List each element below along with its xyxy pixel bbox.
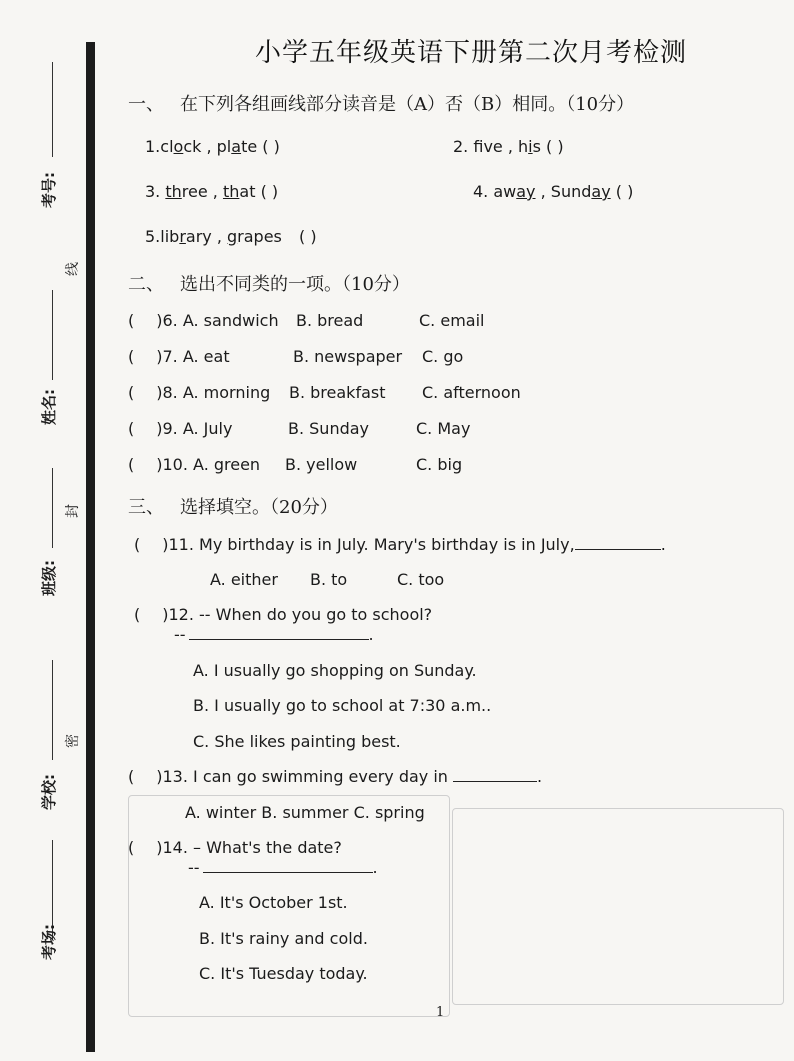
side-word-xian: 线 bbox=[65, 262, 81, 276]
question-7-option-b: B. newspaper bbox=[293, 347, 403, 366]
page-number: 1 bbox=[436, 1005, 445, 1020]
question-7-option-c: C. go bbox=[422, 347, 464, 366]
section-3-heading bbox=[128, 493, 338, 519]
question-13-options: A. winter B. summer C. spring bbox=[185, 803, 425, 822]
question-6: ( )6. A. sandwich bbox=[128, 311, 279, 330]
question-10-option-c: C. big bbox=[416, 455, 463, 474]
section-1-heading bbox=[128, 90, 634, 116]
answer-paren-3[interactable]: ( ) bbox=[260, 182, 279, 201]
side-label-banji: 班级: bbox=[40, 560, 58, 596]
fill-blank-11[interactable] bbox=[575, 535, 661, 550]
section-1-number: 一、 bbox=[128, 94, 164, 115]
question-11-option-c: C. too bbox=[397, 570, 445, 589]
section-3-number: 三、 bbox=[128, 497, 164, 518]
side-label-xuexiao: 学校: bbox=[40, 774, 58, 810]
fill-blank-14[interactable] bbox=[203, 858, 373, 873]
side-label-kaohao: 考号: bbox=[40, 172, 58, 208]
side-word-mi: 密 bbox=[65, 734, 81, 748]
section-2-heading bbox=[128, 270, 410, 296]
section-3-title: 选择填空。（20分） bbox=[180, 497, 338, 518]
question-12-option-c: C. She likes painting best. bbox=[193, 732, 401, 751]
answer-paren-4[interactable]: ( ) bbox=[615, 182, 634, 201]
side-word-feng: 封 bbox=[65, 504, 81, 518]
question-11: ( )11. My birthday is in July. Mary's birthday is in July, . bbox=[134, 535, 666, 554]
side-label-xingming: 姓名: bbox=[40, 389, 58, 425]
question-9-option-c: C. May bbox=[416, 419, 471, 438]
question-8: ( )8. A. morning bbox=[128, 383, 271, 402]
side-line-banji bbox=[52, 468, 53, 548]
answer-paren-1[interactable]: ( ) bbox=[262, 137, 280, 156]
question-10: ( )10. A. green bbox=[128, 455, 261, 474]
answer-paren-2[interactable]: ( ) bbox=[546, 137, 564, 156]
question-8-option-c: C. afternoon bbox=[422, 383, 521, 402]
question-12-option-a: A. I usually go shopping on Sunday. bbox=[193, 661, 477, 680]
question-1: 1.clock , plate ( ) bbox=[145, 137, 280, 156]
question-11-option-a: A. either bbox=[210, 570, 278, 589]
section-1-title: 在下列各组画线部分读音是（A）否（B）相同。（10分） bbox=[180, 94, 635, 115]
question-5: 5.library , grapes ( ) bbox=[145, 227, 317, 246]
answer-paren-5[interactable]: ( ) bbox=[298, 227, 317, 246]
question-6-option-b: B. bread bbox=[296, 311, 364, 330]
question-14-option-a: A. It's October 1st. bbox=[199, 893, 348, 912]
fill-blank-12[interactable] bbox=[189, 625, 369, 640]
question-2: 2. fve , his ( ) bbox=[453, 137, 564, 156]
question-12-reply: -- . bbox=[174, 625, 374, 644]
side-line-xuexiao bbox=[52, 660, 53, 760]
side-line-kaohao bbox=[52, 62, 53, 157]
side-line-xingming bbox=[52, 290, 53, 380]
section-2-number: 二、 bbox=[128, 274, 164, 295]
question-7: ( )7. A. eat bbox=[128, 347, 230, 366]
side-label-kaochang: 考场: bbox=[40, 924, 58, 960]
binding-bar bbox=[86, 42, 95, 1052]
question-14-option-c: C. It's Tuesday today. bbox=[199, 964, 368, 983]
bleed-through-box bbox=[452, 808, 784, 1005]
question-11-option-b: B. to bbox=[310, 570, 348, 589]
question-9-option-b: B. Sunday bbox=[288, 419, 370, 438]
fill-blank-13[interactable] bbox=[453, 767, 537, 782]
question-14: ( )14. – What's the date? bbox=[128, 838, 342, 857]
question-14-reply: -- . bbox=[188, 858, 378, 877]
question-13: ( )13. I can go swimming every day in . bbox=[128, 767, 543, 786]
question-12: ( )12. -- When do you go to school? bbox=[134, 605, 433, 624]
page-title: 小学五年级英语下册第二次月考检测 bbox=[255, 38, 688, 68]
question-9: ( )9. A. July bbox=[128, 419, 233, 438]
question-12-option-b: B. I usually go to school at 7:30 a.m.. bbox=[193, 696, 492, 715]
question-10-option-b: B. yellow bbox=[285, 455, 358, 474]
question-14-option-b: B. It's rainy and cold. bbox=[199, 929, 368, 948]
question-4: 4. away , Sunday ( ) bbox=[473, 182, 634, 201]
question-6-option-c: C. email bbox=[419, 311, 485, 330]
section-2-title: 选出不同类的一项。（10分） bbox=[180, 274, 410, 295]
question-8-option-b: B. breakfast bbox=[289, 383, 386, 402]
question-3: 3. three , that ( ) bbox=[145, 182, 279, 201]
